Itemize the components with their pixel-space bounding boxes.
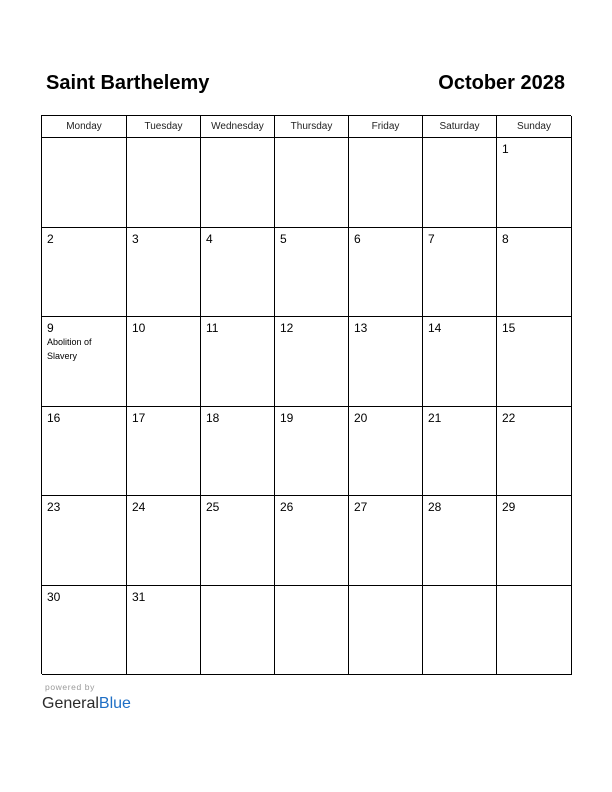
day-number: 8	[502, 231, 509, 246]
day-number: 29	[502, 500, 516, 514]
calendar-day-cell	[42, 407, 127, 497]
weekday-header: Saturday	[423, 116, 497, 138]
day-number: 26	[280, 500, 294, 514]
calendar-day-cell	[349, 496, 423, 586]
day-number: 6	[354, 231, 361, 246]
day-number: 28	[428, 500, 442, 514]
day-number: 5	[280, 231, 287, 246]
day-number: 25	[206, 500, 220, 514]
brand-footer	[42, 682, 155, 714]
calendar-day-cell	[349, 138, 423, 228]
brand-logo	[42, 694, 155, 714]
weekday-header: Tuesday	[127, 116, 201, 138]
day-number: 4	[206, 231, 213, 246]
calendar-day-cell	[42, 228, 127, 318]
day-number: 13	[354, 321, 368, 335]
calendar-day-cell	[42, 317, 127, 407]
day-number: 12	[280, 321, 294, 335]
day-number: 27	[354, 500, 368, 514]
day-number: 3	[132, 231, 139, 246]
day-number: 22	[502, 410, 516, 425]
weekday-header: Friday	[349, 116, 423, 138]
calendar-week-row	[42, 407, 571, 497]
calendar-day-cell	[127, 317, 201, 407]
calendar-day-cell	[423, 586, 497, 676]
calendar-day-cell	[42, 496, 127, 586]
calendar-week-row	[42, 317, 571, 407]
weekday-header: Monday	[42, 116, 127, 138]
calendar-day-cell	[42, 138, 127, 228]
calendar-day-cell	[423, 228, 497, 318]
weekday-header: Thursday	[275, 116, 349, 138]
calendar-day-cell	[349, 586, 423, 676]
calendar-weeks	[42, 138, 571, 675]
calendar-day-cell	[497, 228, 572, 318]
calendar-day-cell	[275, 407, 349, 497]
calendar-day-cell	[127, 586, 201, 676]
calendar-day-cell	[349, 317, 423, 407]
page-title-month: October 2028	[438, 72, 565, 94]
calendar-day-cell	[275, 586, 349, 676]
powered-by-text: powered by	[45, 682, 95, 692]
calendar-grid	[41, 115, 571, 674]
day-number: 11	[206, 321, 219, 335]
day-number: 15	[502, 321, 516, 335]
day-number: 9	[47, 321, 54, 335]
day-number: 21	[428, 410, 442, 425]
calendar-day-cell	[201, 586, 275, 676]
day-number: 1	[502, 142, 509, 156]
calendar-day-cell	[127, 228, 201, 318]
day-number: 30	[47, 589, 61, 604]
calendar-day-cell	[349, 407, 423, 497]
calendar-day-cell	[275, 317, 349, 407]
calendar-day-cell	[497, 407, 572, 497]
calendar-week-row	[42, 586, 571, 676]
calendar-day-cell	[201, 496, 275, 586]
calendar-day-cell	[275, 496, 349, 586]
day-number: 23	[47, 500, 61, 514]
day-number: 7	[428, 231, 435, 246]
calendar-day-cell	[201, 228, 275, 318]
day-number: 31	[132, 589, 146, 604]
calendar-week-row	[42, 496, 571, 586]
calendar-day-cell	[127, 496, 201, 586]
day-number: 19	[280, 410, 294, 425]
day-number: 17	[132, 410, 146, 425]
calendar-day-cell	[349, 228, 423, 318]
calendar-day-cell	[275, 138, 349, 228]
calendar-day-cell	[201, 317, 275, 407]
calendar-day-cell	[497, 317, 572, 407]
day-number: 16	[47, 410, 61, 425]
calendar-day-cell	[275, 228, 349, 318]
calendar-day-cell	[423, 407, 497, 497]
calendar-day-cell	[497, 586, 572, 676]
day-number: 10	[132, 321, 146, 335]
holiday-label: Abolition of Slavery	[47, 337, 92, 361]
brand-logo-general: General	[42, 695, 99, 712]
day-number: 18	[206, 410, 220, 425]
day-number: 2	[47, 231, 54, 246]
calendar-day-cell	[423, 317, 497, 407]
weekday-header: Sunday	[497, 116, 572, 138]
calendar-day-cell	[42, 586, 127, 676]
day-number: 24	[132, 500, 146, 514]
day-number: 14	[428, 321, 442, 335]
calendar-day-cell	[127, 407, 201, 497]
calendar-day-cell	[201, 138, 275, 228]
calendar-week-row	[42, 138, 571, 228]
calendar-day-cell	[423, 138, 497, 228]
calendar-day-cell	[497, 138, 572, 228]
calendar-day-cell	[423, 496, 497, 586]
day-number: 20	[354, 410, 368, 425]
calendar-day-cell	[201, 407, 275, 497]
calendar-day-cell	[497, 496, 572, 586]
calendar-day-cell	[127, 138, 201, 228]
calendar-week-row	[42, 228, 571, 318]
page-title-country: Saint Barthelemy	[46, 72, 210, 94]
weekday-header-row	[42, 116, 571, 138]
brand-logo-blue: Blue	[98, 695, 131, 712]
weekday-header: Wednesday	[201, 116, 275, 138]
